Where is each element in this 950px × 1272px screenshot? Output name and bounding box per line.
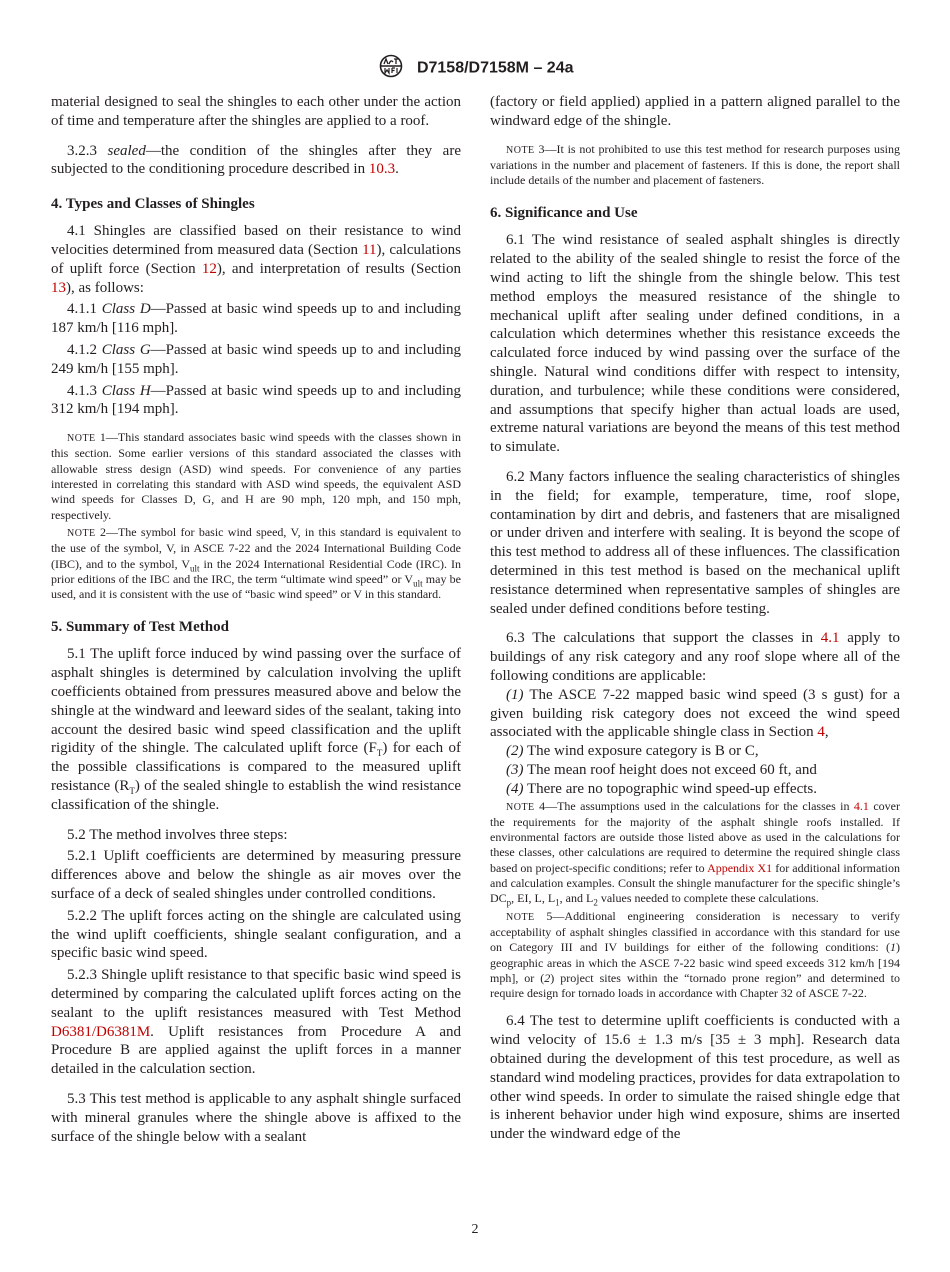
- ref-d6381-link[interactable]: D6381/D6381M: [51, 1023, 151, 1040]
- paragraph-continuation: material designed to seal the shingles to each other under the action of time and temperature after the shingles are applied to a roof.: [51, 94, 461, 129]
- ref-section-4-link[interactable]: 4: [817, 724, 825, 741]
- page-number: 2: [471, 1222, 479, 1237]
- paragraph-6-3: 6.3 The calculations that support the classes in 4.1 apply to buildings of any risk category and any roof slope where all of the following conditions are applicable:: [490, 630, 900, 685]
- paragraph-continuation-right: (factory or field applied) applied in a pattern aligned parallel to the windward edge of the shingle.: [490, 94, 900, 129]
- section-5-heading: 5. Summary of Test Method: [51, 619, 229, 636]
- paragraph-5-3: 5.3 This test method is applicable to any asphalt shingle surfaced with mineral granules where the shingle above is affixed to the surface of the shingle below with a sealant: [51, 1090, 461, 1145]
- condition-4: (4) There are no topographic wind speed-up effects.: [506, 780, 818, 797]
- paragraph-5-2-2: 5.2.2 The uplift forces acting on the shingle are calculated using the wind uplift coefficients, shingle sealant configuration, and a specific basic wind speed.: [51, 907, 461, 962]
- note-5: NOTE 5—Additional engineering consideration is necessary to verify acceptability of asphalt shingles classified in accordance with this standard for use on Category III and IV buildings for either of the following conditions: (1) geographic areas in which the ASCE 7-22 basic wind speed exceeds 312 km/h [194 mph], or (2) project sites within the “tornado prone region” and determined to require design for tornado loads in accordance with Chapter 32 of ASCE 7-22.: [490, 908, 900, 1001]
- note-4: NOTE 4—The assumptions used in the calculations for the classes in 4.1 cover the requirements for the majority of the asphalt shingle roofs installed. If environmental factors are outside those listed above as used in the calculations for these classes, other calculations are required to determine the required shingle class based on project-specific conditions; refer to Appendix X1 for additional information and calculation examples. Consult the shingle manufacturer for the specific shingle’s $DC_p$, EI, L, $L_1$, and $L_2$ values needed to complete these calculations.: [490, 798, 901, 908]
- standard-code: D7158/D7158M – 24a: [416, 59, 574, 77]
- right-column: [490, 93, 900, 1155]
- ref-section-11-link[interactable]: 11: [362, 241, 377, 258]
- astm-logo-icon: [376, 54, 406, 83]
- paragraph-3-2-3: 3.2.3 sealed—the condition of the shingles after they are subjected to the conditioning procedure described in 10.3.: [51, 142, 461, 178]
- condition-1: (1) The ASCE 7-22 mapped basic wind speed (3 s gust) for a given building risk category does not exceed the wind speed associated with the applicable shingle class in Section 4,: [490, 686, 900, 741]
- paragraph-4-1: 4.1 Shingles are classified based on their resistance to wind velocities determined from measured data (Section 11), calculations of uplift force (Section 12), and interpretation of results (Section 13), as follows:: [51, 223, 461, 296]
- paragraph-5-1: 5.1 The uplift force induced by wind passing over the surface of asphalt shingles is determined by calculation involving the uplift coefficients obtained from pressures measured above and below the shingle at the windward and leeward sides of the sealant, taking into account the desired basic wind speed classification and the uplift rigidity of the shingle. The calculated uplift force $(F_T)$ for each of the possible classifications is compared to the measured uplift resistance $(R_T)$ of the sealed shingle to establish the wind resistance classification of the shingle.: [51, 646, 462, 813]
- paragraph-4-1-2: 4.1.2 Class G—Passed at basic wind speeds up to and including 249 km/h [155 mph].: [51, 341, 461, 377]
- note-2: NOTE 2—The symbol for basic wind speed, V, in this standard is equivalent to the use of the symbol, V, in ASCE 7-22 and the 2024 International Building Code (IBC), and to the symbol, $V_{ult}$ in the 2024 International Residential Code (IRC). In prior editions of the IBC and the IRC, the term “ultimate wind speed” or $V_{ult}$ may be used, and it is consistent with the use of “basic wind speed” or V in this standard.: [51, 524, 461, 602]
- paragraph-6-4: 6.4 The test to determine uplift coefficients is conducted with a wind velocity of 15.6 ± 1.3 m/s [35 ± 3 mph]. Research data obtained during the development of this test procedure, as well as standard wind modeling practices, provides for data extrapolation to other wind speeds. In order to simulate the raised shingle edge that is inherent behavior under high wind exposure, shims are inserted under the windward edge of the: [490, 1013, 900, 1143]
- paragraph-5-2: 5.2 The method involves three steps:: [67, 826, 288, 843]
- ref-section-12-link[interactable]: 12: [201, 260, 217, 277]
- paragraph-5-2-1: 5.2.1 Uplift coefficients are determined by measuring pressure differences above and below the shingle as air moves over the surface of a deck of sealed shingles under controlled conditions.: [51, 848, 461, 902]
- paragraph-6-1: 6.1 The wind resistance of sealed asphalt shingles is directly related to the ability of the sealed shingle to resist the force of the wind acting to lift the shingle from the shingle below. This test method employs the measured resistance of the shingle to mechanical uplift after sealing under defined conditions, in a calculation which determines whether this resistance exceeds the calculated force induced by wind passing over the surface of the shingle. Natural wind conditions differ with respect to intensity, duration, and turbulence; while these conditions were considered, and assumptions that specify higher than actual loads are used, extreme natural variations are beyond the means of this test method to simulate.: [490, 232, 900, 456]
- left-column: [51, 93, 461, 1157]
- section-6-heading: 6. Significance and Use: [490, 205, 638, 222]
- ref-4-1-note-link[interactable]: 4.1: [853, 798, 869, 813]
- page-header: [0, 54, 950, 83]
- ref-4-1-link[interactable]: 4.1: [820, 630, 840, 647]
- condition-3: (3) The mean roof height does not exceed 60 ft, and: [506, 762, 817, 778]
- section-4-heading: 4. Types and Classes of Shingles: [51, 196, 255, 213]
- ref-appendix-x1-link[interactable]: Appendix X1: [707, 860, 773, 875]
- paragraph-4-1-3: 4.1.3 Class H—Passed at basic wind speeds up to and including 312 km/h [194 mph].: [51, 382, 461, 418]
- ref-section-13-link[interactable]: 13: [51, 279, 66, 296]
- condition-2: (2) The wind exposure category is B or C,: [506, 743, 759, 760]
- paragraph-5-2-3: 5.2.3 Shingle uplift resistance to that specific basic wind speed is determined by comparing the calculated uplift forces acting on the sealant to the uplift resistances measured with Test Method D6381/D6381M. Uplift resistances from Procedure A and Procedure B are applied against the uplift forces in a manner detailed in the calculation section.: [51, 967, 461, 1078]
- ref-10-3-link[interactable]: 10.3: [368, 161, 396, 178]
- note-3: NOTE 3—It is not prohibited to use this test method for research purposes using variations in the number and placement of fasteners. If this is done, the report shall include details of the number and placement of fasteners.: [490, 141, 900, 188]
- note-1: NOTE 1—This standard associates basic wind speeds with the classes shown in this section. Some earlier versions of this standard associated the classes with allowable stress design (ASD) wind speeds. For convenience of any parties interested in correlating this standard with ASD wind speeds, the equivalent ASD wind speeds for Classes D, G, and H are 90 mph, 120 mph, and 150 mph, respectively.: [51, 430, 461, 522]
- paragraph-6-2: 6.2 Many factors influence the sealing characteristics of shingles in the field; for example, temperature, time, roof slope, contamination by dirt and debris, and fasteners that are misaligned or under driven and interfere with sealing. It is beyond the scope of this test method to address all of these influences. The classification determined in this test method is based on the mechanical uplift resistance determined when representative samples of shingles are sealed under defined conditions before testing.: [490, 469, 900, 617]
- paragraph-4-1-1: 4.1.1 Class D—Passed at basic wind speeds up to and including 187 km/h [116 mph].: [51, 301, 461, 337]
